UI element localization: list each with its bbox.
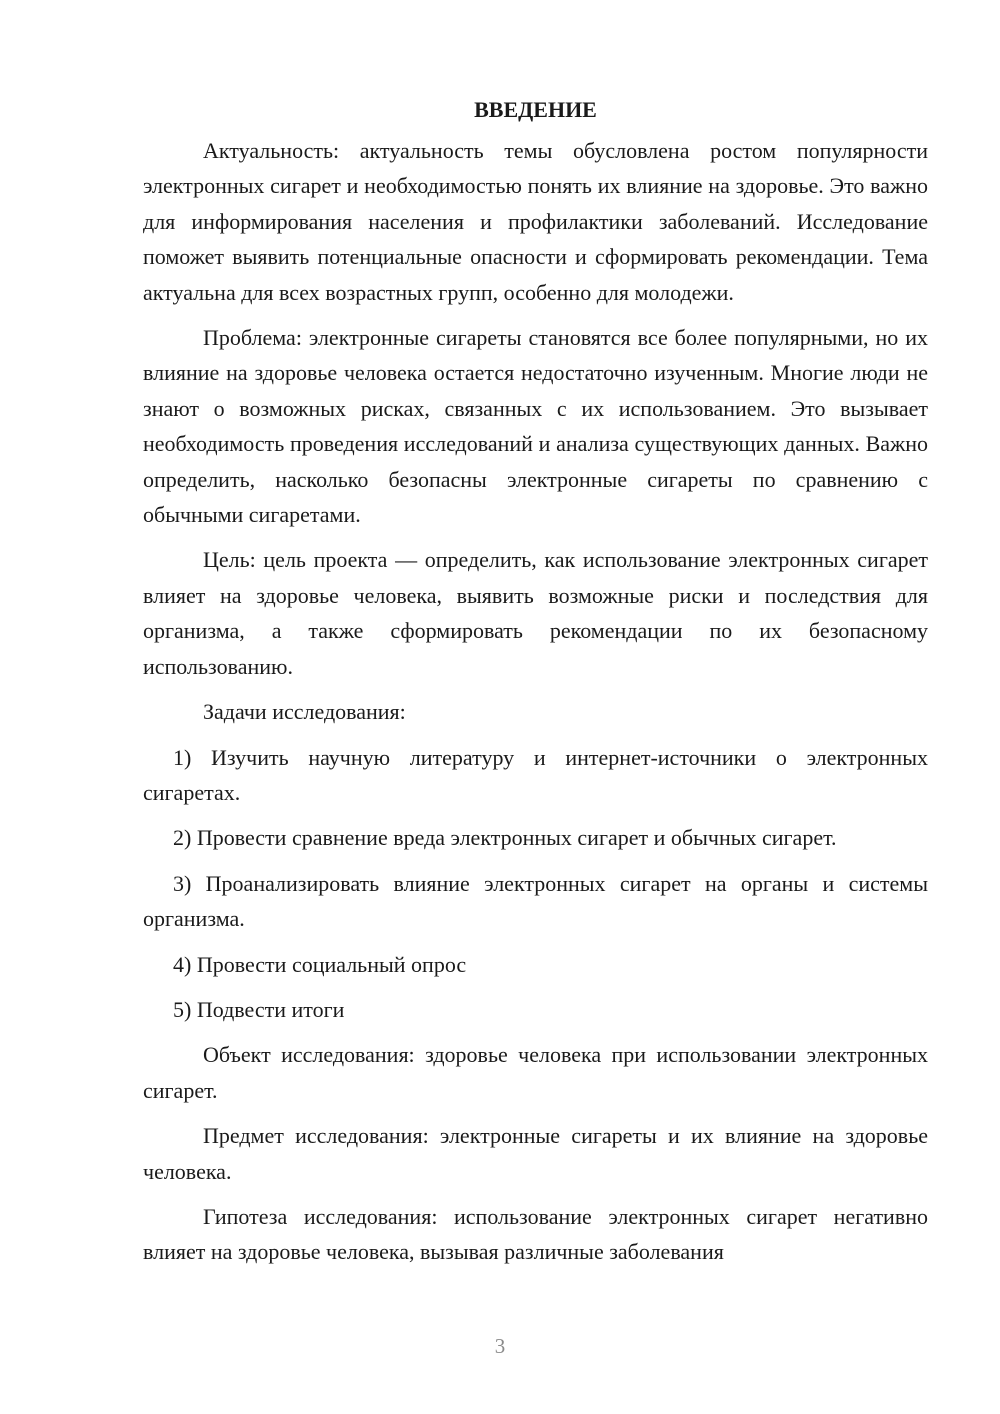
section-title: ВВЕДЕНИЕ — [474, 97, 597, 122]
document-page — [143, 92, 928, 1280]
task-item-1: 1) Изучить научную литературу и интернет-источники о электронных сигаретах. — [143, 744, 928, 805]
task-item-2: 2) Провести сравнение вреда электронных сигарет и обычных сигарет. — [173, 825, 837, 851]
paragraph-object: Объект исследования: здоровье человека при использовании электронных сигарет. — [143, 1042, 928, 1103]
paragraph-tasks-heading: Задачи исследования: — [203, 699, 406, 725]
paragraph-relevance: Актуальность: актуальность темы обусловлена ростом популярности электронных сигарет и необходимостью понять их влияние на здоровье. Это важно для информирования населения и профилактики заболеваний. Исследование поможет выявить потенциальные опасности и сформировать рекомендации. Тема актуальна для всех возрастных групп, особенно для молодежи. — [143, 138, 928, 305]
page-number: 3 — [494, 1334, 506, 1358]
paragraph-subject: Предмет исследования: электронные сигареты и их влияние на здоровье человека. — [143, 1123, 928, 1184]
task-item-4: 4) Провести социальный опрос — [173, 951, 467, 977]
task-item-5: 5) Подвести итоги — [173, 996, 345, 1022]
task-item-3: 3) Проанализировать влияние электронных сигарет на органы и системы организма. — [143, 870, 928, 932]
paragraph-problem: Проблема: электронные сигареты становятся все более популярными, но их влияние на здоровье человека остается недостаточно изученным. Многие люди не знают о возможных рисках, связанных с их использованием. Это вызывает необходимость проведения исследований и анализа существующих данных. Важно определить, насколько безопасны электронные сигареты по сравнению с обычными сигаретами. — [143, 325, 928, 528]
paragraph-goal: Цель: цель проекта — определить, как использование электронных сигарет влияет на здоровье человека, выявить возможные риски и последствия для организма, а также сформировать рекомендации по их безопасному использованию. — [143, 547, 928, 679]
paragraph-hypothesis: Гипотеза исследования: использование электронных сигарет негативно влияет на здоровье человека, вызывая различные заболевания — [143, 1203, 928, 1265]
